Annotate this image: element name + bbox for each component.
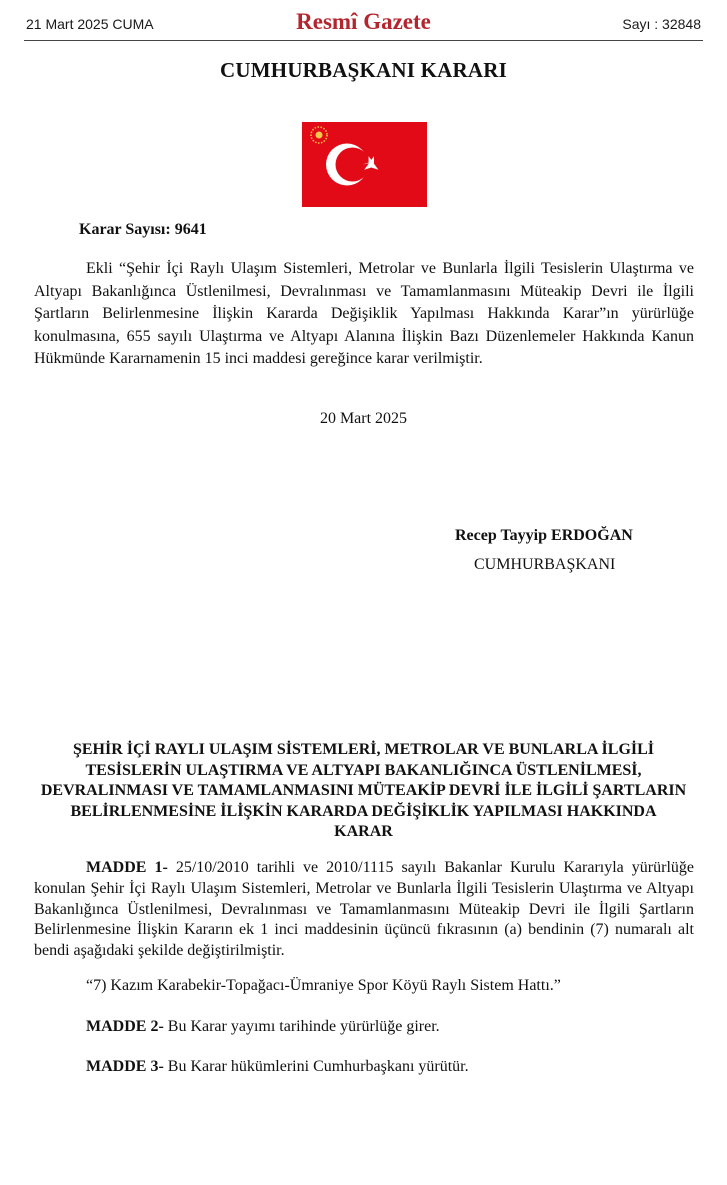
- article-1-paragraph: [34, 858, 694, 962]
- article-label: MADDE 3-: [86, 1058, 164, 1075]
- article-text: 25/10/2010 tarihli ve 2010/1115 sayılı Bakanlar Kurulu Kararıyla yürürlüğe konulan Şehir İçi Raylı Ulaşım Sistemleri, Metrolar ve Bunlarla İlgili Tesislerin Ulaştırma ve Altyapı Bakanlığınca Üstlenilmesi, Devralınması ve Tamamlanmasını Müteakip Devri ile İlgili Şartların Belirlenmesine İlişkin Kararın ek 1 inci maddesinin üçüncü fıkrasının (a) bendinin (7) numaralı alt bendi aşağıdaki şekilde değiştirilmiştir.: [34, 859, 695, 960]
- article-text: Bu Karar hükümlerini Cumhurbaşkanı yürütür.: [163, 1058, 469, 1075]
- decree-heading: CUMHURBAŞKANI KARARI: [220, 58, 507, 82]
- gazette-name: Resmî Gazete: [296, 9, 431, 34]
- decision-number: Karar Sayısı: 9641: [79, 221, 207, 238]
- article-text: Bu Karar yayımı tarihinde yürürlüğe girer.: [163, 1018, 440, 1035]
- flag-graphic: [302, 122, 427, 207]
- intro-text: Ekli “Şehir İçi Raylı Ulaşım Sistemleri, Metrolar ve Bunlarla İlgili Tesislerin Ulaştırma ve Altyapı Bakanlığınca Üstlenilmesi, Devralınması ve Tamamlanmasını Müteakip Devri ile İlgili Şartların Belirlenmesine İlişkin Kararda Değişiklik Yapılması Hakkında Karar”ın yürürlüğe konulmasına, 655 sayılı Ulaştırma ve Altyapı Alanına İlişkin Bazı Düzenlemeler Hakkında Kanun Hükmünde Kararnamenin 15 inci maddesi gereğince karar verilmiştir.: [34, 260, 694, 367]
- gazette-issue-number: Sayı : 32848: [622, 16, 701, 32]
- article-3: [86, 1058, 469, 1076]
- amended-clause-quote: “7) Kazım Karabekir-Topağacı-Ümraniye Spor Köyü Raylı Sistem Hattı.”: [86, 977, 561, 994]
- intro-paragraph: [34, 258, 694, 371]
- header-divider: [24, 40, 703, 41]
- signatory-name: Recep Tayyip ERDOĞAN: [455, 527, 633, 544]
- decree-date: 20 Mart 2025: [319, 410, 408, 427]
- article-label: MADDE 2-: [86, 1018, 164, 1035]
- gazette-date: 21 Mart 2025 CUMA: [26, 16, 154, 32]
- signatory-title: CUMHURBAŞKANI: [474, 556, 616, 573]
- regulation-title: ŞEHİR İÇİ RAYLI ULAŞIM SİSTEMLERİ, METROLAR VE BUNLARLA İLGİLİ TESİSLERİN ULAŞTIRMA VE ALTYAPI BAKANLIĞINCA ÜSTLENİLMESİ, DEVRALINMASI VE TAMAMLANMASINI MÜTEAKİP DEVRİ İLE İLGİLİ ŞARTLARIN BELİRLENMESİNE İLİŞKİN KARARDA DEĞİŞİKLİK YAPILMASI HAKKINDA KARAR: [40, 741, 687, 840]
- article-label: MADDE 1-: [86, 859, 168, 876]
- turkish-flag-icon: [302, 122, 427, 207]
- article-2: [86, 1018, 440, 1036]
- article-1: [34, 858, 694, 962]
